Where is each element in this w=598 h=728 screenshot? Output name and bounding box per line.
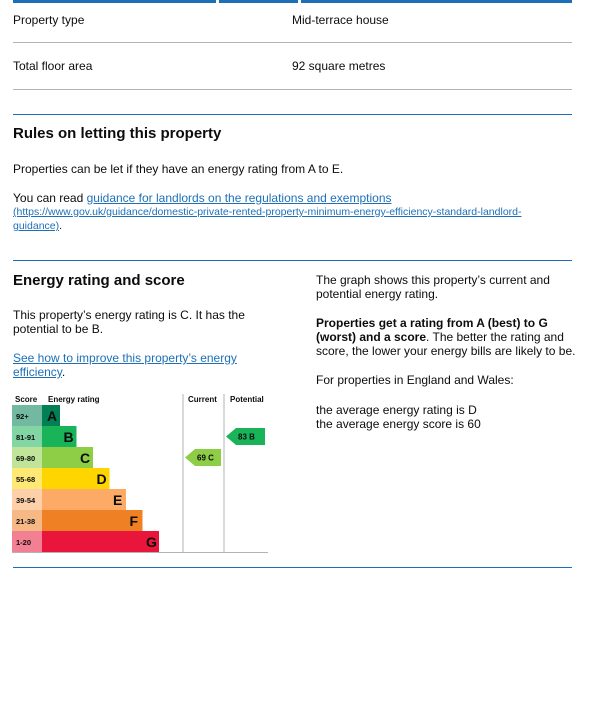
band-bar-g [42, 531, 159, 552]
potential-rating-label: 83 B [238, 432, 255, 442]
section-divider [13, 260, 572, 261]
row-divider [13, 89, 572, 90]
band-letter-d: D [96, 471, 107, 487]
letting-paragraph: Properties can be let if they have an energy rating from A to E. [13, 162, 344, 176]
band-letter-e: E [113, 492, 123, 508]
band-score-label: 39-54 [16, 496, 36, 505]
band-score-label: 69-80 [16, 454, 36, 463]
band-letter-f: F [129, 513, 139, 529]
header-current: Current [188, 395, 217, 404]
table-top-border-3 [301, 0, 572, 3]
band-score-label: 92+ [16, 412, 29, 421]
improve-link-line1-wrap [13, 351, 237, 365]
energy-rating-chart [12, 393, 270, 553]
letting-heading: Rules on letting this property [13, 125, 222, 142]
band-letter-c: C [80, 450, 91, 466]
header-energy-rating: Energy rating [48, 395, 100, 404]
energy-summary-line1: This property’s energy rating is C. It has the [13, 308, 245, 322]
guidance-link[interactable]: guidance for landlords on the regulations and exemptions [86, 191, 392, 205]
property-type-value: Mid-terrace house [292, 13, 389, 27]
table-top-border-2 [219, 0, 298, 3]
average-score-text: the average energy score is 60 [316, 417, 481, 431]
graph-explanation-line1: The graph shows this property’s current and [316, 273, 550, 287]
band-score-label: 55-68 [16, 475, 36, 484]
property-type-label: Property type [13, 13, 85, 27]
guidance-url[interactable]: (https://www.gov.uk/guidance/domestic-private-rented-property-minimum-energy-efficiency-standard-landlord- [13, 206, 522, 218]
rating-explanation-bold1: Properties get a rating from A (best) to G [316, 316, 548, 330]
england-wales-text: For properties in England and Wales: [316, 373, 514, 387]
guidance-url-line1 [13, 205, 522, 219]
header-score: Score [15, 395, 38, 404]
section-divider [13, 567, 572, 568]
band-letter-g: G [146, 534, 157, 550]
guidance-suffix: . [59, 220, 63, 232]
rating-explanation-line3: score, the lower your energy bills are likely to be. [316, 344, 576, 358]
improve-suffix: . [61, 365, 66, 379]
band-score-label: 21-38 [16, 517, 36, 526]
rating-explanation-line1 [316, 316, 548, 330]
improve-link-line2-wrap [13, 365, 65, 379]
band-bar-f [42, 510, 143, 531]
section-divider [13, 114, 572, 115]
band-letter-b: B [63, 429, 74, 445]
energy-summary-line2: potential to be B. [13, 322, 104, 336]
graph-explanation-line2: potential energy rating. [316, 287, 439, 301]
energy-heading: Energy rating and score [13, 272, 185, 289]
guidance-prefix: You can read [13, 191, 87, 205]
floor-area-value: 92 square metres [292, 59, 386, 73]
band-letter-a: A [47, 408, 58, 424]
current-rating-label: 69 C [197, 453, 214, 463]
rating-explanation-line2 [316, 330, 564, 344]
average-rating-text: the average energy rating is D [316, 403, 477, 417]
rating-explanation-rest1: . The better the rating and [426, 330, 564, 344]
band-score-label: 81-91 [16, 433, 36, 442]
header-potential: Potential [230, 395, 264, 404]
guidance-url-line2 [13, 219, 62, 233]
improve-energy-link[interactable]: See how to improve this property’s energy [13, 351, 237, 365]
floor-area-label: Total floor area [13, 59, 93, 73]
improve-energy-link-end[interactable]: efficiency [13, 365, 62, 379]
guidance-url-end[interactable]: guidance) [13, 220, 60, 232]
table-top-border-1 [13, 0, 216, 3]
band-score-label: 1-20 [16, 538, 32, 547]
letting-guidance-paragraph [13, 191, 573, 205]
row-divider [13, 42, 572, 43]
rating-explanation-bold2: (worst) and a score [316, 330, 427, 344]
